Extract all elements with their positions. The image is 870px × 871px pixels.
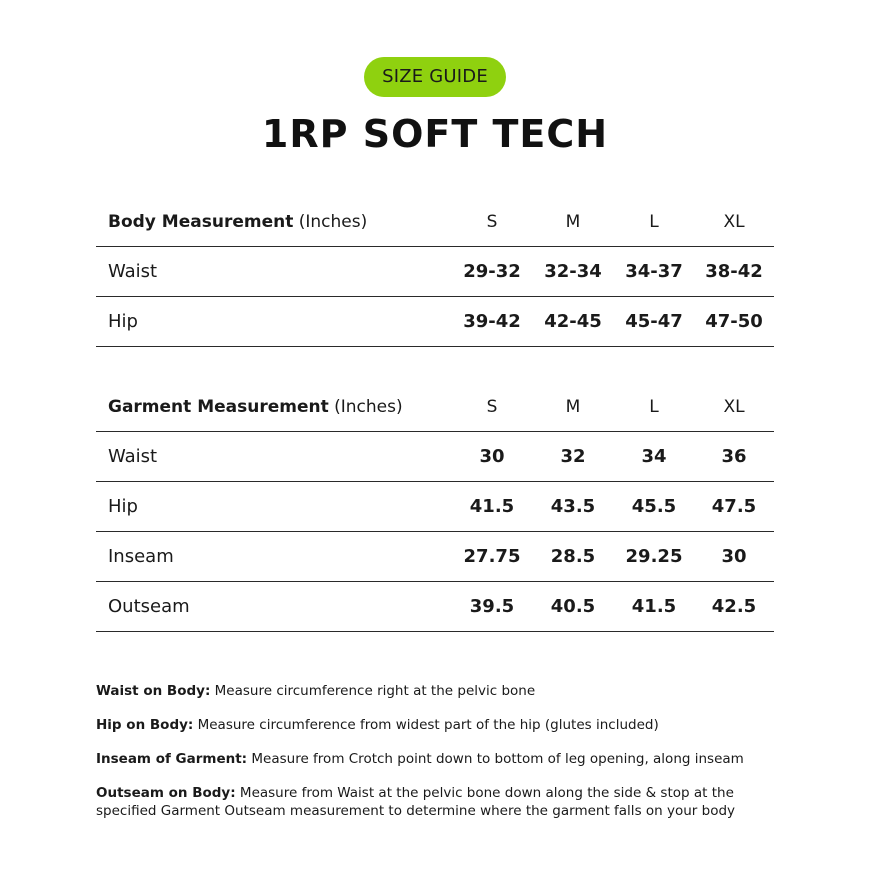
note-term: Outseam on Body: xyxy=(96,785,236,801)
size-header-m: M xyxy=(565,212,581,232)
table-row-hip xyxy=(96,482,774,532)
note-text: Measure circumference right at the pelvic bone xyxy=(210,683,536,699)
size-header-s: S xyxy=(486,397,498,417)
cell-value: 29.25 xyxy=(625,546,683,567)
note-term: Waist on Body: xyxy=(96,683,211,699)
garment-measurement-table xyxy=(96,382,774,632)
table-row-outseam xyxy=(96,582,774,632)
table-header-label xyxy=(108,197,367,247)
row-label: Waist xyxy=(108,261,158,282)
table-row-inseam xyxy=(96,532,774,582)
table-row-waist xyxy=(96,432,774,482)
cell-value: 30 xyxy=(721,546,747,567)
table-row-hip xyxy=(96,297,774,347)
note-term: Inseam of Garment: xyxy=(96,751,248,767)
cell-value: 45-47 xyxy=(625,311,683,332)
note-hip xyxy=(96,716,796,734)
table-header-row xyxy=(96,197,774,247)
cell-value: 32 xyxy=(560,446,586,467)
cell-value: 38-42 xyxy=(705,261,763,282)
size-header-xl: XL xyxy=(723,212,745,232)
header-unit: (Inches) xyxy=(328,397,403,417)
page-title: 1RP SOFT TECH xyxy=(261,112,609,156)
cell-value: 47-50 xyxy=(705,311,763,332)
cell-value: 34-37 xyxy=(625,261,683,282)
header-title: Garment Measurement xyxy=(108,397,329,417)
cell-value: 28.5 xyxy=(550,546,596,567)
note-inseam xyxy=(96,750,796,768)
cell-value: 41.5 xyxy=(469,496,515,517)
row-label: Outseam xyxy=(108,596,190,617)
note-waist xyxy=(96,682,796,700)
cell-value: 43.5 xyxy=(550,496,596,517)
cell-value: 47.5 xyxy=(711,496,757,517)
note-text: Measure circumference from widest part of the hip (glutes included) xyxy=(193,717,659,733)
size-header-xl: XL xyxy=(723,397,745,417)
row-label: Inseam xyxy=(108,546,174,567)
size-header-s: S xyxy=(486,212,498,232)
cell-value: 32-34 xyxy=(544,261,602,282)
cell-value: 36 xyxy=(721,446,747,467)
cell-value: 45.5 xyxy=(631,496,677,517)
table-header-label xyxy=(108,382,403,432)
note-term: Hip on Body: xyxy=(96,717,194,733)
cell-value: 41.5 xyxy=(631,596,677,617)
cell-value: 42.5 xyxy=(711,596,757,617)
cell-value: 30 xyxy=(479,446,505,467)
note-outseam xyxy=(96,784,746,820)
cell-value: 27.75 xyxy=(463,546,521,567)
cell-value: 39-42 xyxy=(463,311,521,332)
body-measurement-table xyxy=(96,197,774,347)
note-text: Measure from Waist at the pelvic bone down along the side & stop at the specified Garment Outseam measurement to determine where the garment falls on your body xyxy=(96,785,736,819)
table-row-waist xyxy=(96,247,774,297)
size-header-m: M xyxy=(565,397,581,417)
size-guide-badge: SIZE GUIDE xyxy=(364,57,506,97)
row-label: Hip xyxy=(108,496,138,517)
cell-value: 42-45 xyxy=(544,311,602,332)
cell-value: 34 xyxy=(641,446,667,467)
cell-value: 39.5 xyxy=(469,596,515,617)
size-header-l: L xyxy=(649,397,659,417)
header-unit: (Inches) xyxy=(293,212,368,232)
measurement-notes xyxy=(96,682,796,836)
note-text: Measure from Crotch point down to bottom of leg opening, along inseam xyxy=(247,751,744,767)
header-title: Body Measurement xyxy=(108,212,294,232)
row-label: Hip xyxy=(108,311,138,332)
row-label: Waist xyxy=(108,446,158,467)
cell-value: 29-32 xyxy=(463,261,521,282)
table-header-row xyxy=(96,382,774,432)
size-header-l: L xyxy=(649,212,659,232)
cell-value: 40.5 xyxy=(550,596,596,617)
